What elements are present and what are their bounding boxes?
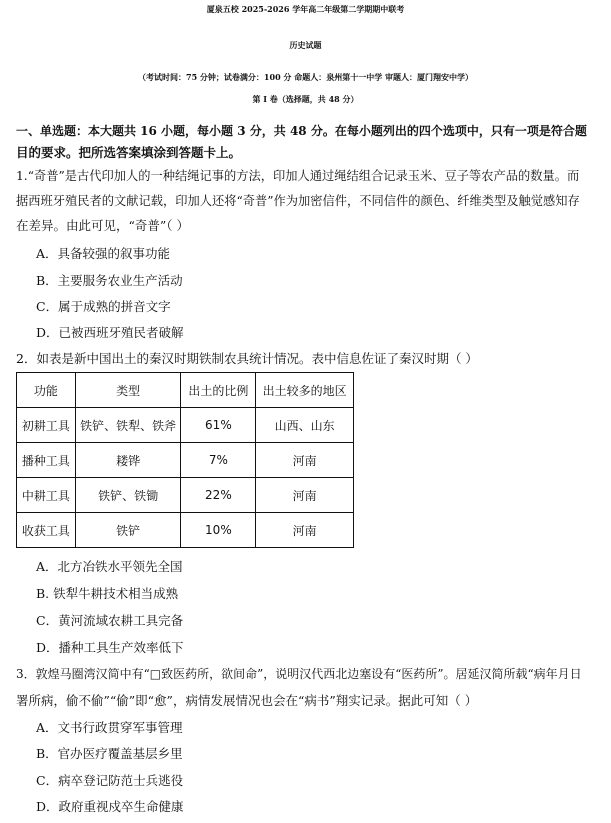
table-row bbox=[17, 513, 354, 548]
table-cell: 河南 bbox=[256, 443, 354, 478]
table-cell: 初耕工具 bbox=[17, 408, 76, 443]
q1-option-d: D．已被西班牙殖民者破解 bbox=[36, 325, 184, 340]
table-cell: 61% bbox=[181, 408, 256, 443]
table-cell: 10% bbox=[181, 513, 256, 548]
q1-option-c: C．属于成熟的拼音文字 bbox=[36, 299, 171, 314]
q1-stem-line2: 据西班牙殖民者的文献记载，印加人还将“奇普”作为加密信件，不同信件的颜色、纤维类型及触觉感知存 bbox=[16, 194, 580, 208]
table-cell: 中耕工具 bbox=[17, 478, 76, 513]
table-cell: 播种工具 bbox=[17, 443, 76, 478]
table-header-cell: 功能 bbox=[17, 373, 76, 408]
q2-option-b: B. 铁犁牛耕技术相当成熟 bbox=[36, 586, 179, 601]
table-cell: 7% bbox=[181, 443, 256, 478]
q2-stem: 2．如表是新中国出土的秦汉时期铁制农具统计情况。表中信息佐证了秦汉时期（ ） bbox=[16, 351, 478, 366]
table-row bbox=[17, 478, 354, 513]
table-row bbox=[17, 408, 354, 443]
table-row bbox=[17, 443, 354, 478]
exam-title: 厦泉五校 2025-2026 学年高二年级第二学期期中联考 bbox=[206, 4, 405, 14]
table-cell: 山西、山东 bbox=[256, 408, 354, 443]
q2-option-d: D．播种工具生产效率低下 bbox=[36, 640, 184, 655]
q2-table bbox=[16, 372, 354, 548]
volume-heading: 第 I 卷（选择题，共 48 分） bbox=[252, 94, 359, 104]
table-header-cell: 出土较多的地区 bbox=[256, 373, 354, 408]
q1-option-a: A．具备较强的叙事功能 bbox=[36, 246, 171, 261]
section-instruction-line1: 一、单选题：本大题共 16 小题，每小题 3 分，共 48 分。在每小题列出的四个选项中，只有一项是符合题 bbox=[16, 124, 587, 138]
table-cell: 河南 bbox=[256, 478, 354, 513]
q1-stem-line3: 在差异。由此可见，“奇普”（ ） bbox=[16, 218, 190, 233]
q3-option-c: C．病卒登记防范士兵逃役 bbox=[36, 773, 184, 788]
table-cell: 铁铲 bbox=[75, 513, 181, 548]
q3-stem-line2: 署所病，偷不偷”“偷”即“愈”，病情发展情况也会在“病书”翔实记录。据此可知（ ） bbox=[16, 693, 478, 708]
q2-option-c: C．黄河流域农耕工具完备 bbox=[36, 613, 184, 628]
q3-stem-line1: 3．敦煌马圈湾汉简中有“□致医药所，欲间命”，说明汉代西北边塞设有“医药所”。居延汉简所载“病年月日 bbox=[16, 667, 582, 681]
table-header-cell: 类型 bbox=[75, 373, 181, 408]
q1-stem-line1: 1.“奇普”是古代印加人的一种结绳记事的方法，印加人通过绳结组合记录玉米、豆子等农产品的数量。而 bbox=[16, 169, 580, 183]
table-cell: 收获工具 bbox=[17, 513, 76, 548]
q3-option-b: B．官办医疗覆盖基层乡里 bbox=[36, 746, 183, 761]
table-cell: 铁铲、铁锄 bbox=[75, 478, 181, 513]
table-cell: 耧铧 bbox=[75, 443, 181, 478]
table-cell: 22% bbox=[181, 478, 256, 513]
q3-option-a: A．文书行政贯穿军事管理 bbox=[36, 720, 183, 735]
section-instruction-line2: 目的要求。把所选答案填涂到答题卡上。 bbox=[16, 145, 242, 160]
table-cell: 河南 bbox=[256, 513, 354, 548]
table-header-row bbox=[17, 373, 354, 408]
exam-meta: （考试时间：75 分钟；试卷满分：100 分 命题人：泉州第十一中学 审题人：厦门翔安中学） bbox=[138, 72, 473, 82]
table-header-cell: 出土的比例 bbox=[181, 373, 256, 408]
q1-option-b: B．主要服务农业生产活动 bbox=[36, 273, 183, 288]
q2-option-a: A．北方冶铁水平领先全国 bbox=[36, 559, 183, 574]
table-cell: 铁铲、铁犁、铁斧 bbox=[75, 408, 181, 443]
exam-subtitle: 历史试题 bbox=[289, 40, 322, 50]
q3-option-d: D．政府重视戍卒生命健康 bbox=[36, 799, 184, 814]
